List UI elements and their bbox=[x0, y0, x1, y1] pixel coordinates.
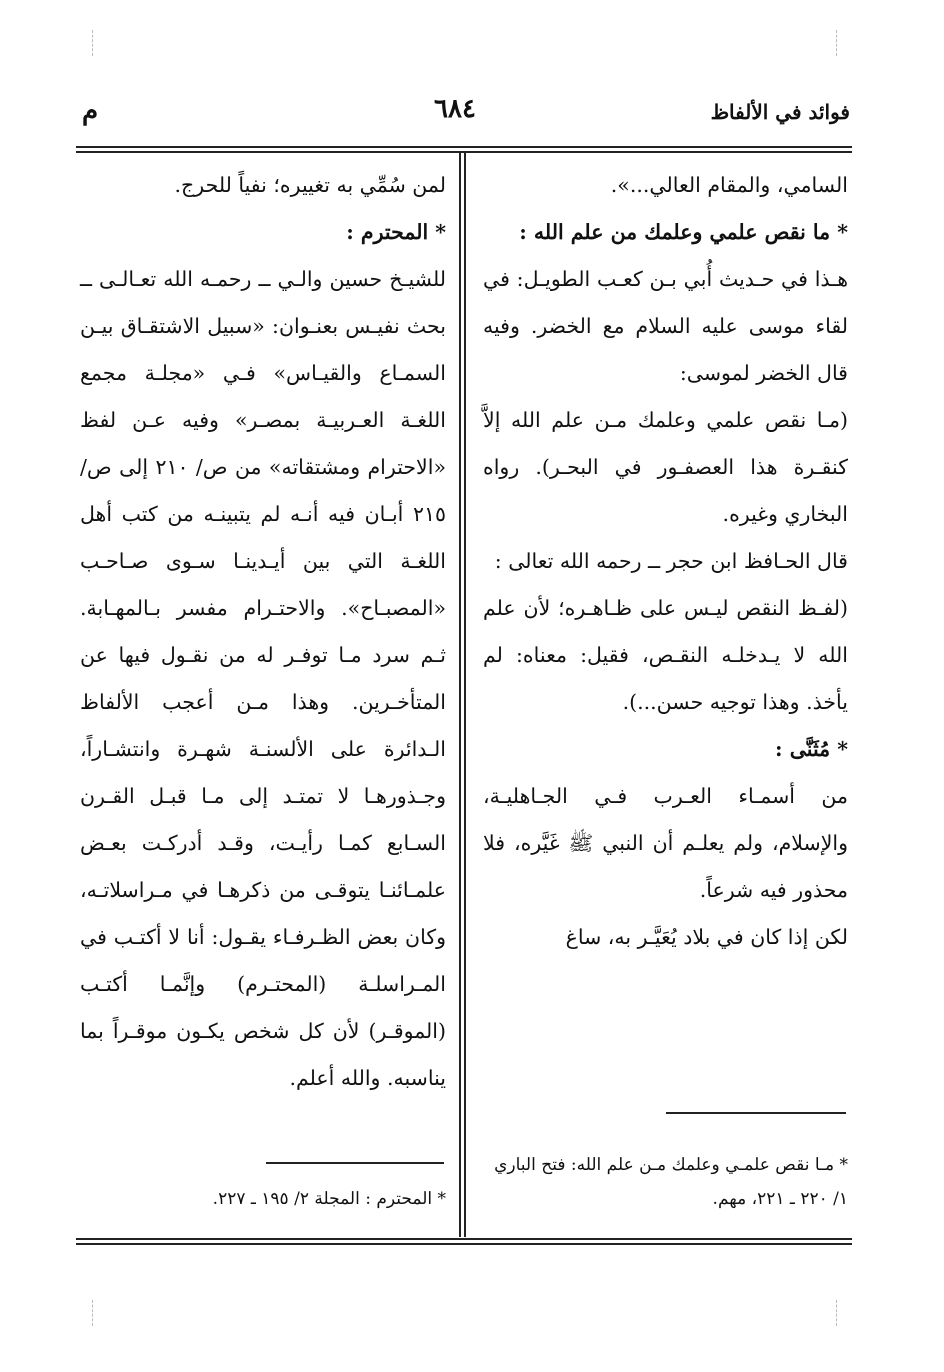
paragraph: السامي، والمقام العالي...». bbox=[610, 173, 848, 197]
paragraph: (مـا نقص علمي وعلمك مـن علم الله إلاَّ كنقـرة هذا العصفـور في البحـر). رواه البخاري وغيره. bbox=[483, 408, 848, 526]
crop-mark bbox=[836, 1300, 838, 1326]
entry-heading: * مُثَنَّى : bbox=[774, 737, 848, 761]
paragraph: هـذا في حـديث أُبي بـن كعـب الطويـل: في لقاء موسى عليه السلام مع الخضر. وفيه قال الخضر لموسى: bbox=[483, 267, 848, 385]
crop-mark bbox=[92, 1300, 94, 1326]
paragraph: لمن سُمِّي به تغييره؛ نفياً للحرج. bbox=[174, 173, 446, 197]
page-number: ٦٨٤ bbox=[434, 94, 476, 124]
header-rule-top bbox=[76, 146, 852, 148]
right-column bbox=[483, 162, 848, 961]
paragraph: (لفـظ النقص ليـس على ظـاهـره؛ لأن علم الله لا يـدخلـه النقـص، فقيل: معناه: لم يأخذ. وهذا توجيه حسن...). bbox=[483, 596, 848, 714]
entry-heading: * ما نقص علمي وعلمك من علم الله : bbox=[519, 220, 848, 244]
entry-heading: * المحترم : bbox=[346, 220, 446, 244]
footer-rule-top bbox=[76, 1238, 852, 1240]
running-title: فوائد في الألفاظ bbox=[710, 100, 850, 124]
footnote-separator-left bbox=[266, 1162, 444, 1164]
left-column bbox=[80, 162, 446, 1102]
paragraph: للشيـخ حسين والـي ــ رحمـه الله تعـالـى ــ بحث نفيـس بعنـوان: «سبيل الاشتقـاق بيـن السمـاع والقيـاس» فـي «مجلـة مجمع اللغـة العـربيـة بمصـر» وفيه عـن لفظ «الاحترام ومشتقاته» من ص/ ٢١٠ إلى ص/ ٢١٥ أبـان فيه أنـه لم يتبينـه من كتب أهل اللغـة التي بين أيـدينـا سـوى صـاحـب «المصبـاح». والاحتـرام مفسر بـالمهـابة. ثـم سرد مـا توفـر له من نقـول فيها عن المتأخـرين. وهذا مـن أعجب الألفاظ الـدائرة على الألسنـة شهـرة وانتشـاراً، وجـذورهـا لا تمتـد إلى مـا قبـل القـرن السـابع كمـا رأيـت، وقـد أدركـت بعـض علمـائنـا يتوقـى من ذكرهـا في مـراسلاتـه، وكان بعض الظـرفـاء يقـول: أنا لا أكتـب في المـراسلـة (المحتـرم) وإنَّمـا أكتـب (الموقـر) لأن كل شخص يكـون موقـراً بما يناسبه. والله أعلم. bbox=[80, 267, 446, 1090]
footnote-left: * المحترم : المجلة ٢/ ١٩٥ ـ ٢٢٧. bbox=[212, 1189, 446, 1209]
signature-mark: م bbox=[82, 96, 99, 126]
crop-mark bbox=[836, 30, 838, 56]
column-divider-right bbox=[464, 152, 466, 1237]
paragraph: من أسمـاء العـرب فـي الجـاهليـة، والإسلام، ولم يعلـم أن النبي ﷺ غَيَّره، فلا محذور فيه شرعاً. bbox=[483, 784, 848, 902]
crop-mark bbox=[92, 30, 94, 56]
paragraph: لكن إذا كان في بلاد يُعَيَّـر به، ساغ bbox=[565, 925, 848, 949]
paragraph: قال الحـافظ ابن حجر ــ رحمه الله تعالى : bbox=[494, 549, 848, 573]
footer-rule-bottom bbox=[76, 1243, 852, 1245]
footnote-separator-right bbox=[666, 1112, 846, 1114]
column-divider-left bbox=[459, 152, 461, 1237]
footnote-right: * مـا نقص علمـي وعلمك مـن علم الله: فتح الباري ١/ ٢٢٠ ـ ٢٢١، مهم. bbox=[494, 1155, 848, 1209]
